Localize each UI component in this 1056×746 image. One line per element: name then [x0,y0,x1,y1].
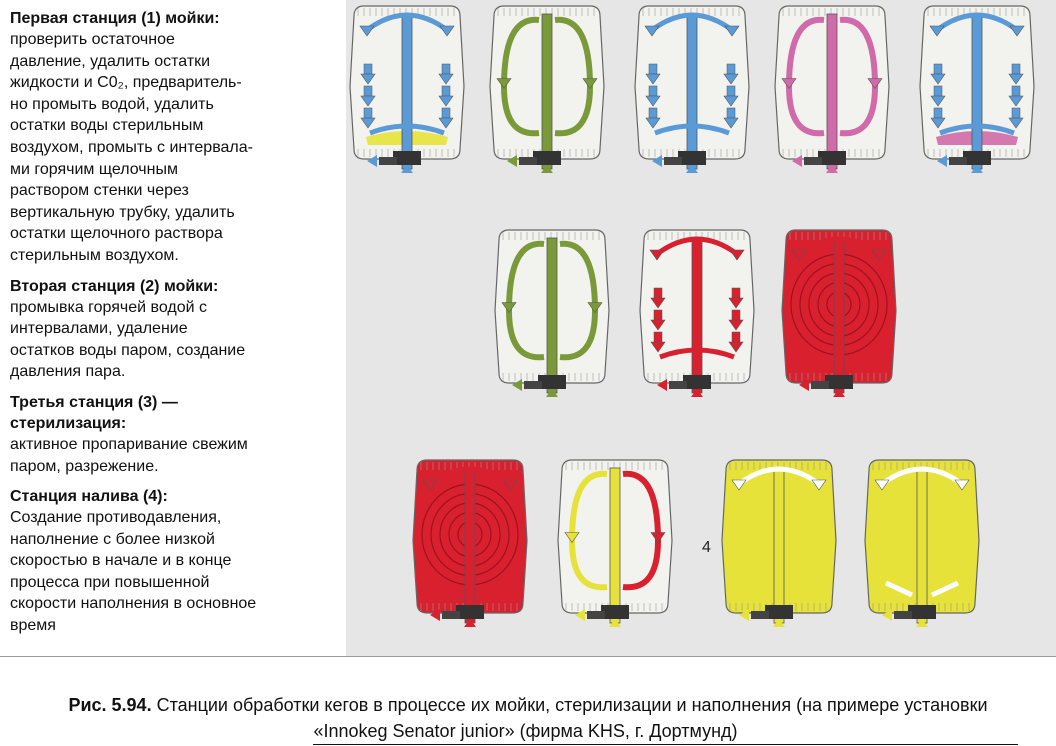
keg-port [442,611,460,619]
section-line: промывка горячей водой с [10,298,208,316]
section-line: вертикальную трубку, удалить [10,203,235,221]
spear-tube [610,468,620,623]
keg-station [495,230,609,397]
station-section [10,392,340,477]
section-title: стерилизация: [10,414,127,432]
section-line: скоростью в начале и в конце [10,552,232,570]
section-line: давления пара. [10,363,126,381]
keg-port [949,157,967,165]
figure-caption [0,692,1056,745]
keg-station [722,460,836,627]
station-section [10,276,340,383]
section-line: Создание противодавления, [10,509,222,527]
keg-port [811,381,829,389]
keg-port [894,611,912,619]
spear-tube [692,238,702,393]
figure-number: Рис. 5.94. [68,695,152,715]
keg-valve [963,151,991,165]
flow-arrow-shaft [364,86,372,96]
flow-arrow-shaft [654,288,662,298]
section-line: но промыть водой, удалить [10,95,214,113]
spear-tube [687,14,697,169]
keg-valve [601,605,629,619]
keg-valve [818,151,846,165]
station-section [10,8,340,267]
spear-tube [402,14,412,169]
flow-arrow-shaft [654,310,662,320]
flow-arrow-shaft [727,64,735,74]
section-line: раствором стенки через [10,182,189,200]
station-number-label: 4 [702,539,711,556]
flow-arrow-shaft [934,108,942,118]
keg-valve [533,151,561,165]
keg-valve [456,605,484,619]
section-line: остатки щелочного раствора [10,225,223,243]
keg-station [640,230,754,397]
flow-arrow-shaft [727,86,735,96]
flow-arrow-shaft [654,332,662,342]
keg-station [558,460,672,627]
section-line: проверить остаточное [10,31,175,48]
flow-arrow-shaft [649,64,657,74]
flow-arrow-shaft [934,64,942,74]
flow-arrow-shaft [364,108,372,118]
flow-arrow-shaft [732,310,740,320]
station-section [10,486,340,637]
description-column [10,8,340,646]
flow-arrow-shaft [649,86,657,96]
section-line: давление, удалить остатки [10,52,211,70]
flow-arrow-shaft [649,108,657,118]
keg-port [379,157,397,165]
section-line: остатков воды паром, создание [10,341,246,359]
keg-station [635,6,749,173]
spear-tube [774,468,784,623]
keg-valve [765,605,793,619]
section-line: стерильным воздухом. [10,246,179,264]
flow-arrow-shaft [1012,86,1020,96]
keg-station [350,6,464,173]
keg-diagram [346,0,1056,656]
caption-text-1: Станции обработки кегов в процессе их мойки, стерилизации и наполнения (на примере установки [151,695,988,715]
keg-port [519,157,537,165]
spear-tube [917,468,927,623]
section-line: процесса при повышенной [10,573,210,591]
keg-port [669,381,687,389]
flow-arrow-shaft [934,86,942,96]
flow-arrow-shaft [732,288,740,298]
flow-arrow-shaft [1012,64,1020,74]
section-line: активное пропаривание свежим [10,435,248,453]
spear-tube [542,14,552,169]
spear-tube [827,14,837,169]
keg-valve [683,375,711,389]
section-line: наполнение с более низкой [10,530,215,548]
flow-arrow-shaft [727,108,735,118]
section-title: Первая станция (1) мойки: [10,10,220,27]
keg-station [865,460,979,627]
section-title: Вторая станция (2) мойки: [10,277,219,295]
keg-valve [678,151,706,165]
keg-port [524,381,542,389]
keg-stations-figure [346,0,1056,656]
keg-valve [908,605,936,619]
keg-valve [825,375,853,389]
spear-tube [834,238,844,393]
keg-port [804,157,822,165]
flow-arrow-shaft [1012,108,1020,118]
spear-tube [465,468,475,623]
keg-port [751,611,769,619]
keg-station [782,230,896,397]
section-line: ми горячим щелочным [10,160,178,178]
keg-port [664,157,682,165]
caption-divider [0,656,1056,657]
section-line: воздухом, промыть с интервала- [10,138,253,156]
section-line: жидкости и С0₂, предваритель- [10,74,242,92]
flow-arrow-shaft [364,64,372,74]
keg-station [490,6,604,173]
flow-arrow-shaft [732,332,740,342]
caption-text-2: «Innokeg Senator junior» (фирма KHS, г. Дортмунд) [313,718,1017,745]
keg-valve [393,151,421,165]
keg-valve [538,375,566,389]
flow-arrow-shaft [442,86,450,96]
section-line: паром, разрежение. [10,457,159,475]
section-title: Третья станция (3) — [10,393,178,411]
spear-tube [547,238,557,393]
keg-station [775,6,889,173]
flow-arrow-shaft [442,64,450,74]
keg-port [587,611,605,619]
section-title: Станция налива (4): [10,488,168,506]
flow-arrow-shaft [442,108,450,118]
section-line: скорости наполнения в основное [10,595,257,613]
section-line: интервалами, удаление [10,320,188,338]
keg-station [920,6,1034,173]
section-line: время [10,617,56,635]
spear-tube [972,14,982,169]
keg-station [413,460,527,627]
section-line: остатки воды стерильным [10,117,204,135]
